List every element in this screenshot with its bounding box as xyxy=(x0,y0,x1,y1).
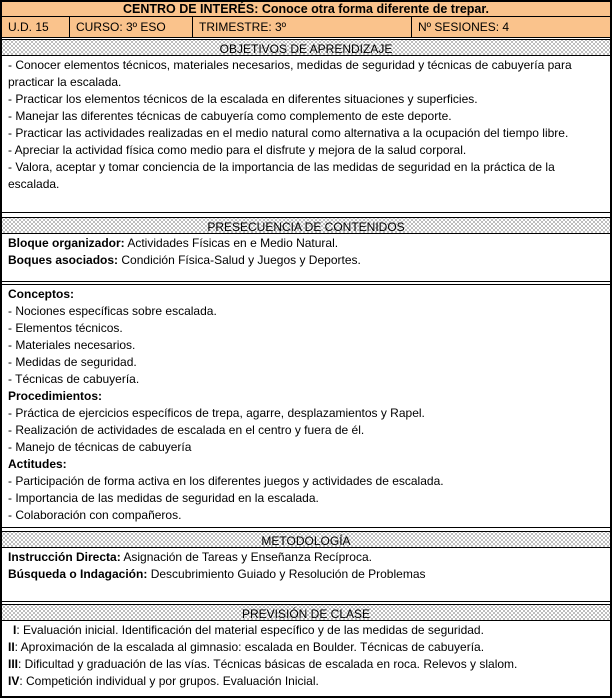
bloque-row xyxy=(8,235,604,252)
objetivo-item: - Valora, aceptar y tomar conciencia de la importancia de las medidas de seguridad en la práctica de la escalada. xyxy=(8,160,555,191)
metodologia-label: Instrucción Directa: xyxy=(8,550,121,564)
session-row xyxy=(8,639,607,656)
section-header-prevision-label: PREVISIÓN DE CLASE xyxy=(241,607,371,621)
section-header-prevision xyxy=(2,604,610,621)
concepto-item: - Elementos técnicos. xyxy=(8,321,123,335)
session-numeral: IV xyxy=(8,674,20,688)
section-header-metodologia xyxy=(2,531,610,548)
session-text: : Competición individual y por grupos. Evaluación Inicial. xyxy=(19,674,319,688)
metodologia-box xyxy=(2,548,610,602)
procedimiento-item: - Realización de actividades de escalada en el centro y fuera de él. xyxy=(8,423,365,437)
actitud-item: - Importancia de las medidas de seguridad en la escalada. xyxy=(8,491,319,505)
actitud-item: - Participación de forma activa en los diferentes juegos y actividades de escalada. xyxy=(8,474,444,488)
section-header-contenidos xyxy=(2,217,610,234)
session-text: : Evaluación inicial. Identificación del material específico y de las medidas de seguridad. xyxy=(16,623,484,637)
group-title-procedimientos: Procedimientos: xyxy=(8,389,103,403)
objetivo-item: - Conocer elementos técnicos, materiales necesarios, medidas de seguridad y técnicas de cabuyería para practicar la escalada. xyxy=(8,58,572,89)
metodologia-value: Asignación de Tareas y Enseñanza Recíproca. xyxy=(123,550,372,564)
section-header-metodologia-label: METODOLOGÍA xyxy=(261,534,351,548)
session-row xyxy=(8,622,607,639)
group-title-actitudes: Actitudes: xyxy=(8,457,67,471)
concepto-item: - Técnicas de cabuyería. xyxy=(8,372,140,386)
session-row xyxy=(8,673,607,690)
session-row xyxy=(8,656,607,673)
procedimiento-item: - Manejo de técnicas de cabuyería xyxy=(8,440,192,454)
info-cell-curso: CURSO: 3º ESO xyxy=(70,17,193,37)
bloque-value: Condición Física-Salud y Juegos y Deportes. xyxy=(121,253,361,267)
objetivo-item: - Practicar los elementos técnicos de la escalada en diferentes situaciones y superficies. xyxy=(8,92,478,106)
session-text: : Dificultad y graduación de las vías. Técnicas básicas de escalada en roca. Relevos y slalom. xyxy=(18,657,518,671)
section-header-contenidos-label: PRESECUENCIA DE CONTENIDOS xyxy=(207,220,405,234)
bloque-value: Actividades Físicas en e Medio Natural. xyxy=(127,236,339,250)
session-text: : Aproximación de la escalada al gimnasio: escalada en Boulder. Técnicas de cabuyería. xyxy=(14,640,485,654)
metodologia-value: Descubrimiento Guiado y Resolución de Problemas xyxy=(150,567,426,581)
metodologia-label: Búsqueda o Indagación: xyxy=(8,567,148,581)
bloque-label: Bloque organizador: xyxy=(8,236,125,250)
info-row xyxy=(2,17,610,38)
group-title-conceptos: Conceptos: xyxy=(8,287,74,301)
bloque-row xyxy=(8,252,604,269)
objetivo-item: - Apreciar la actividad física como medio para el disfrute y mejora de la salud corporal. xyxy=(8,143,467,157)
info-cell-ud: U.D. 15 xyxy=(2,17,70,37)
contenidos-groups-box xyxy=(2,284,610,528)
session-numeral: III xyxy=(8,657,19,671)
objetivo-item: - Manejar las diferentes técnicas de cabuyería como complemento de este deporte. xyxy=(8,109,452,123)
page-title: CENTRO DE INTERÉS: Conoce otra forma diferente de trepar. xyxy=(2,2,610,17)
info-cell-trimestre: TRIMESTRE: 3º xyxy=(193,17,412,37)
bloques-box xyxy=(2,234,610,282)
info-cell-sesiones: Nº SESIONES: 4 xyxy=(418,20,510,34)
concepto-item: - Nociones específicas sobre escalada. xyxy=(8,304,217,318)
session-numeral: I xyxy=(13,623,17,637)
concepto-item: - Medidas de seguridad. xyxy=(8,355,137,369)
prevision-box xyxy=(2,621,610,697)
procedimiento-item: - Práctica de ejercicios específicos de trepa, agarre, desplazamientos y Rapel. xyxy=(8,406,425,420)
objetivos-box xyxy=(2,56,610,213)
actitud-item: - Colaboración con compañeros. xyxy=(8,508,182,522)
objetivo-item: - Practicar las actividades realizadas en el medio natural como alternativa a la ocupación del tiempo libre. xyxy=(8,126,569,140)
session-numeral: II xyxy=(8,640,15,654)
metodologia-row xyxy=(8,549,604,566)
bloque-label: Boques asociados: xyxy=(8,253,119,267)
section-header-objetivos xyxy=(2,39,610,56)
section-header-objetivos-label: OBJETIVOS DE APRENDIZAJE xyxy=(219,42,393,56)
concepto-item: - Materiales necesarios. xyxy=(8,338,136,352)
metodologia-row xyxy=(8,566,604,583)
